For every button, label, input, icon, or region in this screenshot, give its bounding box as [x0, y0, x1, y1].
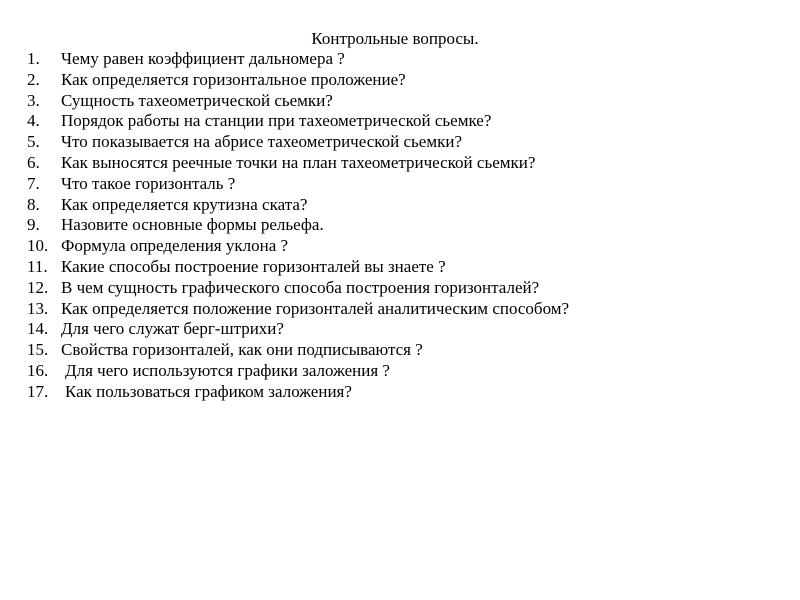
question-text: Какие способы построение горизонталей вы знаете ? [61, 256, 446, 276]
question-item-12 [27, 278, 797, 299]
question-text: Что такое горизонталь ? [61, 173, 236, 193]
question-number: 7. [27, 173, 40, 193]
question-text: Сущность тахеометрической сьемки? [61, 90, 333, 110]
question-number: 16. [27, 360, 49, 380]
question-item-14 [27, 319, 797, 340]
question-number: 4. [27, 111, 40, 131]
question-text: Что показывается на абрисе тахеометрической сьемки? [61, 132, 462, 152]
question-item-7 [27, 174, 797, 195]
question-item-9 [27, 215, 797, 236]
question-item-6 [27, 153, 797, 174]
question-list [27, 49, 797, 403]
question-item-5 [27, 132, 797, 153]
question-text: Формула определения уклона ? [61, 236, 289, 256]
question-number: 1. [27, 49, 40, 68]
question-text: Свойства горизонталей, как они подписываются ? [61, 340, 423, 360]
question-item-10 [27, 236, 797, 257]
question-text: Как определяется положение горизонталей аналитическим способом? [61, 298, 570, 318]
question-number: 10. [27, 236, 49, 256]
question-number: 5. [27, 132, 40, 152]
question-number: 9. [27, 215, 40, 235]
question-item-2 [27, 70, 797, 91]
question-text: Порядок работы на станции при тахеометрической сьемке? [61, 111, 492, 131]
question-item-1 [27, 49, 797, 70]
question-item-17 [27, 382, 797, 403]
question-text: Как определяется горизонтальное проложение? [61, 69, 406, 89]
question-number: 15. [27, 340, 49, 360]
question-text: Как определяется крутизна ската? [61, 194, 308, 214]
question-text: Как выносятся реечные точки на план тахеометрической сьемки? [61, 152, 536, 172]
question-text: Назовите основные формы рельефа. [61, 215, 324, 235]
question-text: Чему равен коэффициент дальномера ? [61, 49, 345, 68]
question-number: 6. [27, 152, 40, 172]
page-title: Контрольные вопросы. [311, 29, 479, 48]
question-text: Для чего служат берг-штрихи? [61, 319, 284, 339]
question-item-15 [27, 340, 797, 361]
question-item-4 [27, 111, 797, 132]
question-text: В чем сущность графического способа построения горизонталей? [61, 277, 540, 297]
question-number: 2. [27, 69, 40, 89]
question-text: Для чего используются графики заложения ? [65, 360, 390, 380]
question-number: 12. [27, 277, 49, 297]
question-item-11 [27, 257, 797, 278]
question-item-13 [27, 299, 797, 320]
question-text: Как пользоваться графиком заложения? [65, 381, 352, 401]
question-item-16 [27, 361, 797, 382]
question-number: 3. [27, 90, 40, 110]
question-number: 8. [27, 194, 40, 214]
question-item-3 [27, 91, 797, 112]
question-number: 11. [27, 256, 48, 276]
question-item-8 [27, 195, 797, 216]
question-number: 17. [27, 381, 49, 401]
question-number: 13. [27, 298, 49, 318]
question-number: 14. [27, 319, 49, 339]
